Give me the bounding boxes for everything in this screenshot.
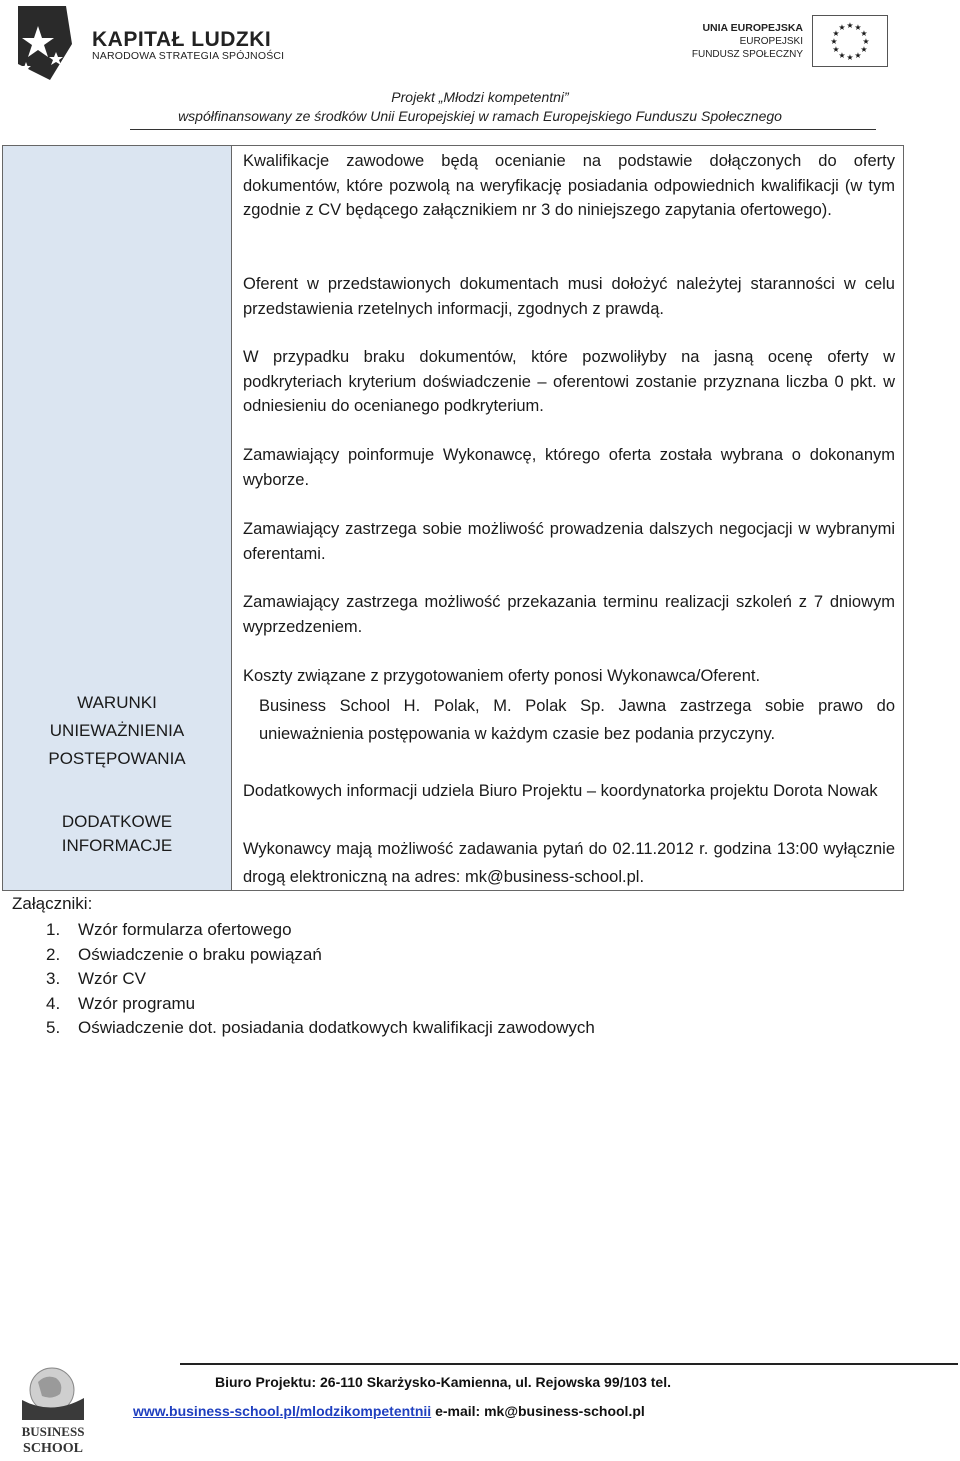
eu-text-block <box>692 22 803 61</box>
list-item-number: 3. <box>46 969 61 988</box>
paragraph-termin: Zamawiający zastrzega możliwość przekazania terminu realizacji szkoleń z 7 dniowym wyprzedzeniem. <box>243 593 895 636</box>
business-school-logo <box>12 1360 94 1456</box>
svg-text:★: ★ <box>838 51 846 60</box>
footer-divider <box>180 1363 958 1365</box>
list-item-number: 2. <box>46 944 61 964</box>
eu-flag-icon <box>812 15 888 67</box>
label-warunki-line-1: WARUNKI <box>77 693 157 712</box>
paragraph-negocjacje: Zamawiający zastrzega sobie możliwość prowadzenia dalszych negocjacji w wybranymi oferentami. <box>243 520 895 563</box>
header-divider <box>130 129 876 130</box>
kapital-ludzki-logo <box>14 4 76 82</box>
list-item-number: 4. <box>46 993 61 1013</box>
svg-text:★: ★ <box>846 21 854 30</box>
list-item <box>0 918 595 943</box>
svg-text:★: ★ <box>860 45 868 54</box>
paragraph-brak-dokumentow: W przypadku braku dokumentów, które pozwoliłyby na jasną ocenę oferty w podkryteriach kryterium doświadczenie – oferentowi zostanie przyznana liczba 0 pkt. w odniesieniu do ocenianego podkryterium. <box>243 348 895 415</box>
website-link[interactable]: www.business-school.pl/mlodzikompetentnii <box>133 1403 432 1419</box>
list-item-text: Oświadczenie dot. posiadania dodatkowych kwalifikacji zawodowych <box>78 1018 595 1037</box>
svg-text:★: ★ <box>854 51 862 60</box>
paragraph-oferent: Oferent w przedstawionych dokumentach musi dołożyć należytej staranności w celu przedstawienia rzetelnych informacji, zgodnych z prawdą. <box>243 275 895 318</box>
svg-text:★: ★ <box>846 53 854 62</box>
svg-text:★: ★ <box>862 37 870 46</box>
svg-text:★: ★ <box>860 29 868 38</box>
svg-text:★: ★ <box>854 23 862 32</box>
paragraph-koszty: Koszty związane z przygotowaniem oferty ponosi Wykonawca/Oferent. <box>243 667 761 685</box>
list-item <box>0 992 595 1017</box>
eu-line-3: FUNDUSZ SPOŁECZNY <box>691 49 803 60</box>
footer-address: Biuro Projektu: 26-110 Skarżysko-Kamienna, ul. Rejowska 99/103 tel. <box>215 1374 671 1390</box>
kapital-ludzki-subtitle: NARODOWA STRATEGIA SPÓJNOŚCI <box>92 50 285 62</box>
label-warunki-line-3: POSTĘPOWANIA <box>48 749 186 768</box>
list-item-text: Wzór formularza ofertowego <box>78 920 292 939</box>
cofinancing-note: współfinansowany ze środków Unii Europejskiej w ramach Europejskiego Funduszu Społecznego <box>178 108 782 124</box>
label-dodatkowe-line-1: DODATKOWE <box>61 812 173 831</box>
label-dodatkowe-line-2: INFORMACJE <box>61 836 173 855</box>
eu-line-2: EUROPEJSKI <box>739 36 803 47</box>
paragraph-pytania: Wykonawcy mają możliwość zadawania pytań do 02.11.2012 r. godzina 13:00 wyłącznie drogą elektroniczną na adres: mk@business-school.pl. <box>243 840 895 886</box>
logo-word-business: BUSINESS <box>21 1424 85 1439</box>
kapital-ludzki-title: KAPITAŁ LUDZKI <box>92 28 272 51</box>
footer-email: e-mail: mk@business-school.pl <box>435 1403 645 1419</box>
list-item-number: 1. <box>46 920 61 939</box>
list-item <box>0 1016 595 1041</box>
eu-line-1: UNIA EUROPEJSKA <box>702 22 803 34</box>
svg-text:★: ★ <box>832 45 840 54</box>
list-item-text: Oświadczenie o braku powiązań <box>78 944 322 964</box>
paragraph-dodatkowe-info: Dodatkowych informacji udziela Biuro Projektu – koordynatorka projektu Dorota Nowak <box>243 782 878 800</box>
list-item-text: Wzór programu <box>78 993 196 1013</box>
footer-contact <box>133 1403 645 1419</box>
attachments-list <box>0 918 595 1041</box>
list-item <box>0 943 595 968</box>
project-name: Projekt „Młodzi kompetentni” <box>391 89 569 105</box>
svg-text:★: ★ <box>832 29 840 38</box>
paragraph-poinformuje: Zamawiający poinformuje Wykonawcę, którego oferta została wybrana o dokonanym wyborze. <box>243 446 895 489</box>
svg-text:★: ★ <box>830 37 838 46</box>
logo-word-school: SCHOOL <box>23 1441 83 1456</box>
paragraph-kwalifikacje: Kwalifikacje zawodowe będą ocenianie na podstawie dołączonych do oferty dokumentów, które pozwolą na weryfikację posiadania odpowiednich kwalifikacji (w tym zgodnie z CV będącego załącznikiem nr 3 do niniejszego zapytania ofertowego). <box>243 152 895 219</box>
list-item <box>0 967 595 992</box>
paragraph-uniewaznienie: Business School H. Polak, M. Polak Sp. Jawna zastrzega sobie prawo do unieważnienia postępowania w każdym czasie bez podania przyczyny. <box>259 697 895 743</box>
list-item-number: 5. <box>46 1018 61 1037</box>
label-warunki-line-2: UNIEWAŻNIENIA <box>49 721 185 740</box>
list-item-text: Wzór CV <box>78 969 146 988</box>
attachments-title: Załączniki: <box>12 894 93 913</box>
table-left-column <box>3 146 232 890</box>
svg-text:★: ★ <box>838 23 846 32</box>
